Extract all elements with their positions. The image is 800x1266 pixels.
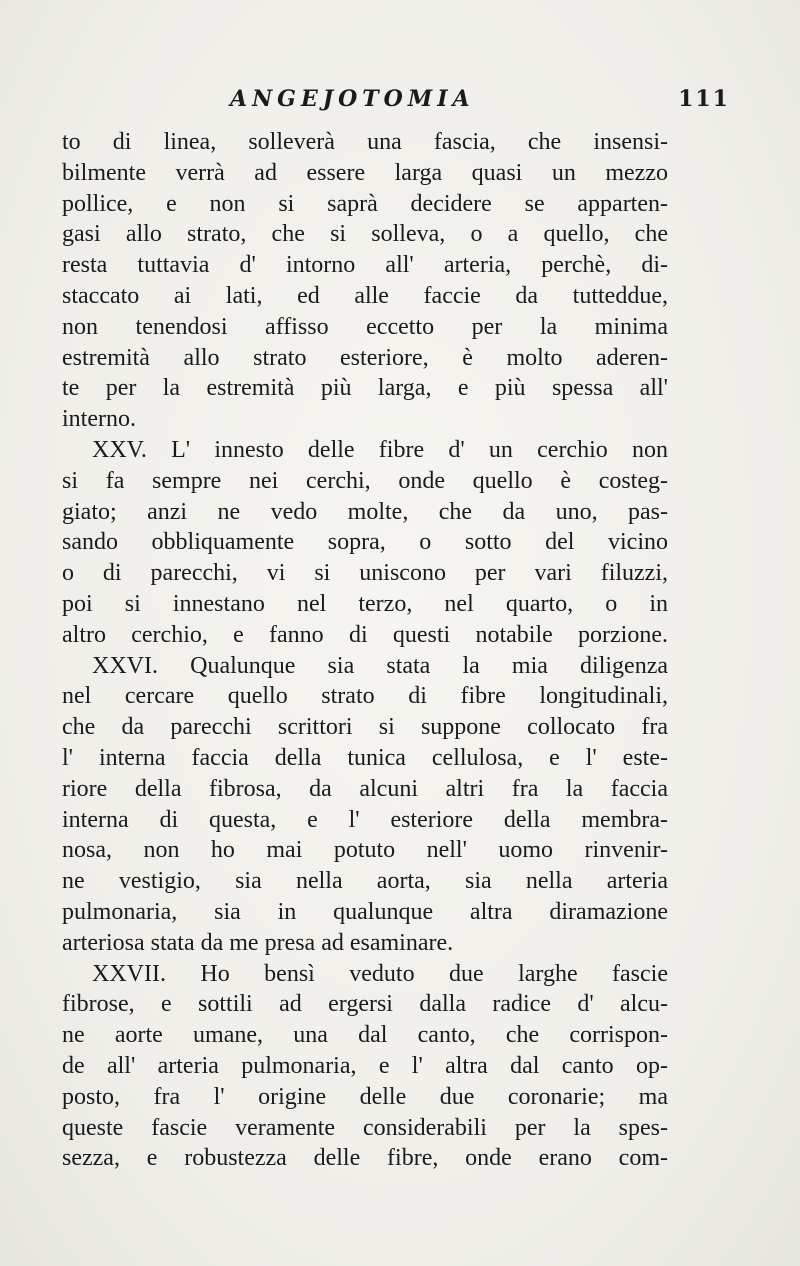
- text-line: bilmente verrà ad essere larga quasi un mezzo: [62, 159, 668, 186]
- text-line: o di parecchi, vi si uniscono per vari filuzzi,: [62, 560, 668, 587]
- text-line: giato; anzi ne vedo molte, che da uno, pas-: [62, 498, 668, 525]
- text-line: te per la estremità più larga, e più spessa all': [62, 375, 668, 402]
- running-title: ANGEJOTOMIA: [230, 86, 475, 112]
- body-text: [62, 127, 668, 1174]
- section-xxvii-start: XXVII. Ho bensì veduto due larghe fascie: [92, 960, 668, 987]
- text-line: ne vestigio, sia nella aorta, sia nella arteria: [62, 868, 668, 895]
- text-line: interno.: [62, 406, 136, 433]
- text-line: resta tuttavia d' intorno all' arteria, perchè, di-: [62, 252, 668, 279]
- text-line: staccato ai lati, ed alle faccie da tutteddue,: [62, 282, 668, 309]
- text-line: non tenendosi affisso eccetto per la minima: [62, 313, 668, 340]
- section-xxvi-start: XXVI. Qualunque sia stata la mia diligenza: [92, 652, 668, 679]
- section-xxv-start: XXV. L' innesto delle fibre d' un cerchio non: [92, 436, 668, 463]
- text-line: pollice, e non si saprà decidere se apparten-: [62, 190, 668, 217]
- page-header: [60, 86, 730, 120]
- text-line: estremità allo strato esteriore, è molto aderen-: [62, 344, 668, 371]
- text-line: nosa, non ho mai potuto nell' uomo rinvenir-: [62, 837, 668, 864]
- text-line: si fa sempre nei cerchi, onde quello è costeg-: [62, 467, 668, 494]
- text-line: to di linea, solleverà una fascia, che insensi-: [62, 129, 668, 155]
- text-line: altro cerchio, e fanno di questi notabile porzione.: [62, 621, 668, 648]
- text-line: queste fascie veramente considerabili per la spes-: [62, 1114, 668, 1141]
- text-line: sezza, e robustezza delle fibre, onde erano com-: [62, 1145, 668, 1172]
- text-line: posto, fra l' origine delle due coronarie; ma: [62, 1083, 668, 1110]
- page-number: 111: [678, 86, 730, 112]
- text-line: ne aorte umane, una dal canto, che corrispon-: [62, 1022, 668, 1049]
- text-line: poi si innestano nel terzo, nel quarto, o in: [62, 590, 668, 617]
- text-line: arteriosa stata da me presa ad esaminare.: [62, 929, 454, 956]
- text-line: riore della fibrosa, da alcuni altri fra la faccia: [62, 775, 668, 802]
- text-line: nel cercare quello strato di fibre longitudinali,: [62, 683, 668, 710]
- text-line: interna di questa, e l' esteriore della membra-: [62, 806, 668, 833]
- text-line: fibrose, e sottili ad ergersi dalla radice d' alcu-: [62, 991, 668, 1018]
- text-line: che da parecchi scrittori si suppone collocato fra: [62, 714, 668, 741]
- text-line: sando obbliquamente sopra, o sotto del vicino: [62, 529, 668, 556]
- text-line: gasi allo strato, che si solleva, o a quello, che: [62, 221, 668, 248]
- text-line: l' interna faccia della tunica cellulosa, e l' este-: [62, 744, 668, 771]
- text-line: pulmonaria, sia in qualunque altra diramazione: [62, 898, 668, 925]
- text-line: de all' arteria pulmonaria, e l' altra dal canto op-: [62, 1052, 668, 1079]
